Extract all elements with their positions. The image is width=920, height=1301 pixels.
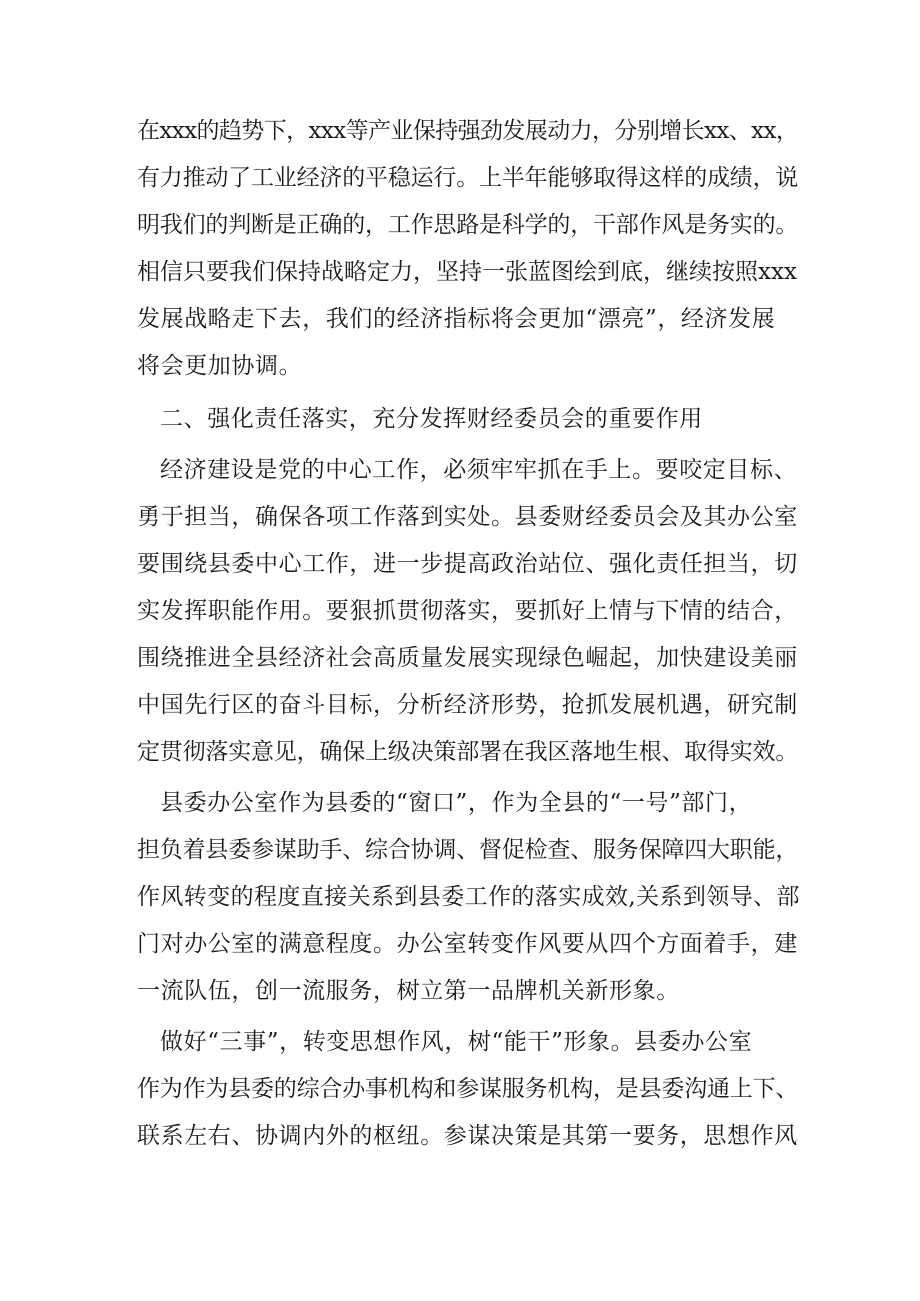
paragraph-3-line-5: 一流队伍，创一流服务，树立第一品牌机关新形象。: [137, 978, 680, 1004]
paragraph-2-line-6: 中国先行区的奋斗目标，分析经济形势，抢抓发展机遇，研究制: [137, 692, 798, 718]
paragraph-4-line-3: 联系左右、协调内外的枢纽。参谋决策是其第一要务，思想作风: [137, 1123, 798, 1149]
paragraph-1-line-6: 将会更加协调。: [137, 353, 303, 379]
paragraph-1-line-1: 在xxx的趋势下，xxx等产业保持强劲发展动力，分别增长xx、xx，: [137, 118, 799, 144]
paragraph-2-line-5: 围绕推进全县经济社会高质量发展实现绿色崛起，加快建设美丽: [137, 645, 798, 671]
paragraph-2-line-7: 定贯彻落实意见，确保上级决策部署在我区落地生根、取得实效。: [137, 739, 799, 765]
section-heading-2: 二、强化责任落实，充分发挥财经委员会的重要作用: [160, 406, 703, 432]
paragraph-1-line-4: 相信只要我们保持战略定力，坚持一张蓝图绘到底，继续按照xxx: [137, 259, 797, 285]
paragraph-2-line-1: 经济建设是党的中心工作，必须牢牢抓在手上。要咬定目标、: [160, 457, 798, 483]
paragraph-4-line-2: 作为作为县委的综合办事机构和参谋服务机构，是县委沟通上下、: [137, 1076, 799, 1102]
paragraph-1-line-5: 发展战略走下去，我们的经济指标将会更加“漂亮”，经济发展: [137, 306, 776, 332]
paragraph-3-line-2: 担负着县委参谋助手、综合协调、督促检查、服务保障四大职能，: [137, 837, 799, 863]
paragraph-2-line-3: 要围绕县委中心工作，进一步提高政治站位、强化责任担当，切: [137, 551, 798, 577]
paragraph-3-line-4: 门对办公室的满意程度。办公室转变作风要从四个方面着手，建: [137, 931, 798, 957]
paragraph-1-line-2: 有力推动了工业经济的平稳运行。上半年能够取得这样的成绩，说: [137, 165, 799, 191]
paragraph-3-line-1: 县委办公室作为县委的“窗口”，作为全县的“一号”部门，: [160, 790, 753, 816]
paragraph-1-line-3: 明我们的判断是正确的，工作思路是科学的，干部作风是务实的。: [137, 212, 799, 238]
paragraph-3-line-3: 作风转变的程度直接关系到县委工作的落实成效,关系到领导、部: [137, 884, 800, 910]
paragraph-4-line-1: 做好“三事”，转变思想作风，树“能干”形象。县委办公室: [160, 1029, 753, 1055]
paragraph-2-line-2: 勇于担当，确保各项工作落到实处。县委财经委员会及其办公室: [137, 504, 798, 530]
paragraph-2-line-4: 实发挥职能作用。要狠抓贯彻落实，要抓好上情与下情的结合，: [137, 598, 798, 624]
